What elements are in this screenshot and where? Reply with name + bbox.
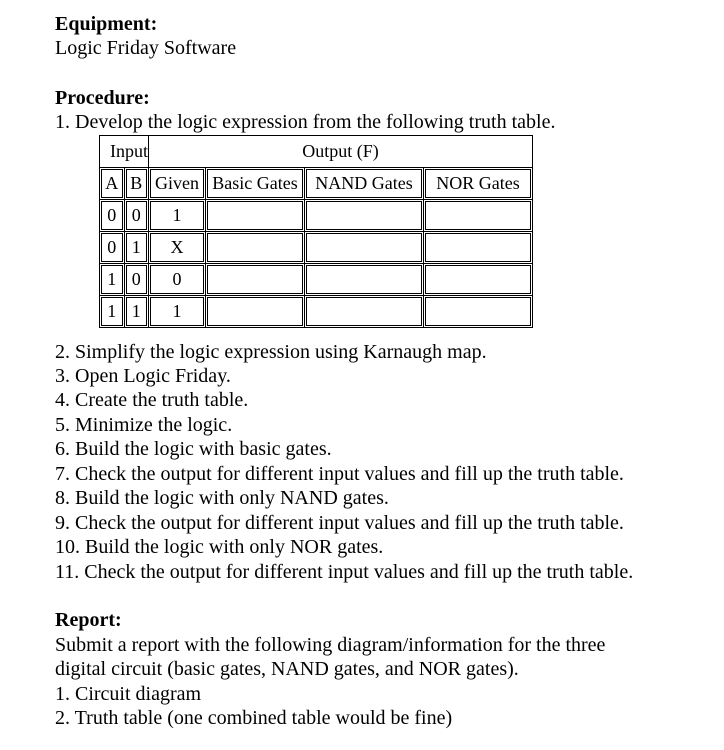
procedure-step-4: 4. Create the truth table. (55, 389, 249, 411)
cell-basic-gates[interactable] (206, 264, 305, 296)
cell-nor-gates[interactable] (424, 200, 533, 232)
procedure-heading: Procedure: (55, 87, 150, 109)
cell-basic-gates[interactable] (206, 296, 305, 328)
cell-a: 0 (100, 200, 125, 232)
procedure-step-3: 3. Open Logic Friday. (55, 365, 231, 387)
output-group-header: Output (F) (149, 136, 533, 168)
column-header-nand-gates: NAND Gates (305, 168, 424, 200)
procedure-step-2: 2. Simplify the logic expression using Karnaugh map. (55, 341, 487, 363)
column-header-given: Given (149, 168, 206, 200)
equipment-text: Logic Friday Software (55, 37, 237, 59)
report-line-4: 2. Truth table (one combined table would be fine) (55, 707, 453, 729)
cell-nor-gates[interactable] (424, 264, 533, 296)
procedure-step-11: 11. Check the output for different input values and fill up the truth table. (55, 561, 634, 583)
procedure-step-8: 8. Build the logic with only NAND gates. (55, 487, 389, 509)
table-row (100, 296, 533, 328)
column-header-basic-gates: Basic Gates (206, 168, 305, 200)
cell-nand-gates[interactable] (305, 264, 424, 296)
cell-a: 1 (100, 264, 125, 296)
cell-given: 1 (149, 200, 206, 232)
column-header-a: A (100, 168, 125, 200)
cell-b: 0 (124, 264, 149, 296)
procedure-step-7: 7. Check the output for different input values and fill up the truth table. (55, 463, 624, 485)
column-header-b: B (124, 168, 149, 200)
procedure-step-10: 10. Build the logic with only NOR gates. (55, 536, 384, 558)
procedure-step-5: 5. Minimize the logic. (55, 414, 233, 436)
cell-basic-gates[interactable] (206, 200, 305, 232)
table-row (100, 200, 533, 232)
cell-b: 1 (124, 296, 149, 328)
column-header-nor-gates: NOR Gates (424, 168, 533, 200)
cell-given: X (149, 232, 206, 264)
cell-a: 0 (100, 232, 125, 264)
cell-nor-gates[interactable] (424, 296, 533, 328)
truth-table (99, 135, 533, 328)
cell-given: 1 (149, 296, 206, 328)
cell-given: 0 (149, 264, 206, 296)
cell-nor-gates[interactable] (424, 232, 533, 264)
report-line-3: 1. Circuit diagram (55, 683, 202, 705)
cell-nand-gates[interactable] (305, 296, 424, 328)
cell-a: 1 (100, 296, 125, 328)
report-line-1: Submit a report with the following diagram/information for the three (55, 634, 606, 656)
table-row (100, 232, 533, 264)
cell-nand-gates[interactable] (305, 232, 424, 264)
input-group-header: Input (100, 136, 149, 168)
report-heading: Report: (55, 609, 122, 631)
cell-b: 1 (124, 232, 149, 264)
table-row (100, 264, 533, 296)
procedure-step-9: 9. Check the output for different input values and fill up the truth table. (55, 512, 624, 534)
cell-b: 0 (124, 200, 149, 232)
equipment-heading: Equipment: (55, 13, 158, 35)
cell-nand-gates[interactable] (305, 200, 424, 232)
procedure-step-6: 6. Build the logic with basic gates. (55, 438, 332, 460)
report-line-2: digital circuit (basic gates, NAND gates, and NOR gates). (55, 658, 519, 680)
cell-basic-gates[interactable] (206, 232, 305, 264)
procedure-step-1: 1. Develop the logic expression from the following truth table. (55, 111, 556, 133)
